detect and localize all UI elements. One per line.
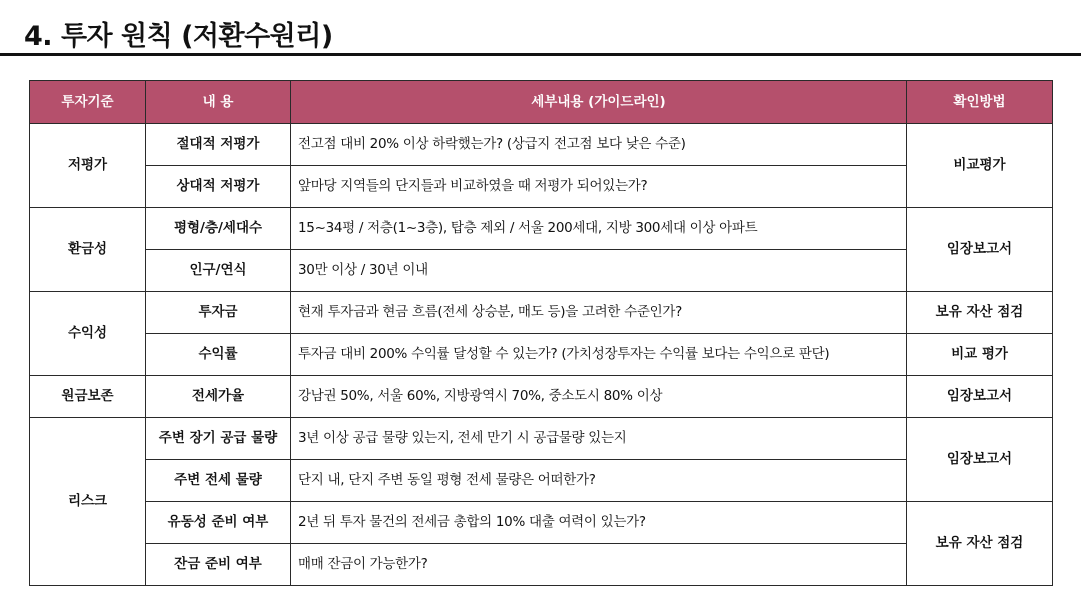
title-divider [0,53,1081,56]
method-cell: 보유 자산 점검 [907,292,1053,334]
column-header-criteria: 투자기준 [30,81,146,124]
category-principal-preservation: 원금보존 [30,376,146,418]
category-undervalued: 저평가 [30,124,146,208]
detail-cell: 30만 이상 / 30년 이내 [291,250,907,292]
table-row [30,418,1053,460]
detail-cell: 현재 투자금과 현금 흐름(전세 상승분, 매도 등)을 고려한 수준인가? [291,292,907,334]
method-cell: 비교 평가 [907,334,1053,376]
item-cell: 절대적 저평가 [146,124,291,166]
method-cell: 임장보고서 [907,418,1053,502]
detail-cell: 3년 이상 공급 물량 있는지, 전세 만기 시 공급물량 있는지 [291,418,907,460]
column-header-content: 내 용 [146,81,291,124]
table-row [30,334,1053,376]
table-row [30,376,1053,418]
method-cell: 비교평가 [907,124,1053,208]
table-row [30,166,1053,208]
detail-cell: 강남권 50%, 서울 60%, 지방광역시 70%, 중소도시 80% 이상 [291,376,907,418]
table-row [30,502,1053,544]
column-header-detail: 세부내용 (가이드라인) [291,81,907,124]
item-cell: 유동성 준비 여부 [146,502,291,544]
item-cell: 수익률 [146,334,291,376]
category-liquidity: 환금성 [30,208,146,292]
method-cell: 임장보고서 [907,376,1053,418]
method-cell: 임장보고서 [907,208,1053,292]
table-header-row [30,81,1053,124]
item-cell: 잔금 준비 여부 [146,544,291,586]
category-risk: 리스크 [30,418,146,586]
item-cell: 상대적 저평가 [146,166,291,208]
item-cell: 전세가율 [146,376,291,418]
detail-cell: 앞마당 지역들의 단지들과 비교하였을 때 저평가 되어있는가? [291,166,907,208]
column-header-method: 확인방법 [907,81,1053,124]
table-row [30,250,1053,292]
detail-cell: 2년 뒤 투자 물건의 전세금 총합의 10% 대출 여력이 있는가? [291,502,907,544]
method-cell: 보유 자산 점검 [907,502,1053,586]
item-cell: 투자금 [146,292,291,334]
detail-cell: 15~34평 / 저층(1~3층), 탑층 제외 / 서울 200세대, 지방 300세대 이상 아파트 [291,208,907,250]
table-row [30,544,1053,586]
table-row [30,460,1053,502]
table-row [30,208,1053,250]
item-cell: 주변 장기 공급 물량 [146,418,291,460]
detail-cell: 전고점 대비 20% 이상 하락했는가? (상급지 전고점 보다 낮은 수준) [291,124,907,166]
item-cell: 평형/층/세대수 [146,208,291,250]
investment-principles-table [29,80,1053,586]
table-row [30,124,1053,166]
item-cell: 주변 전세 물량 [146,460,291,502]
detail-cell: 투자금 대비 200% 수익률 달성할 수 있는가? (가치성장투자는 수익률 보다는 수익으로 판단) [291,334,907,376]
category-profitability: 수익성 [30,292,146,376]
item-cell: 인구/연식 [146,250,291,292]
page-title: 4. 투자 원칙 (저환수원리) [24,21,333,52]
detail-cell: 매매 잔금이 가능한가? [291,544,907,586]
table-row [30,292,1053,334]
detail-cell: 단지 내, 단지 주변 동일 평형 전세 물량은 어떠한가? [291,460,907,502]
